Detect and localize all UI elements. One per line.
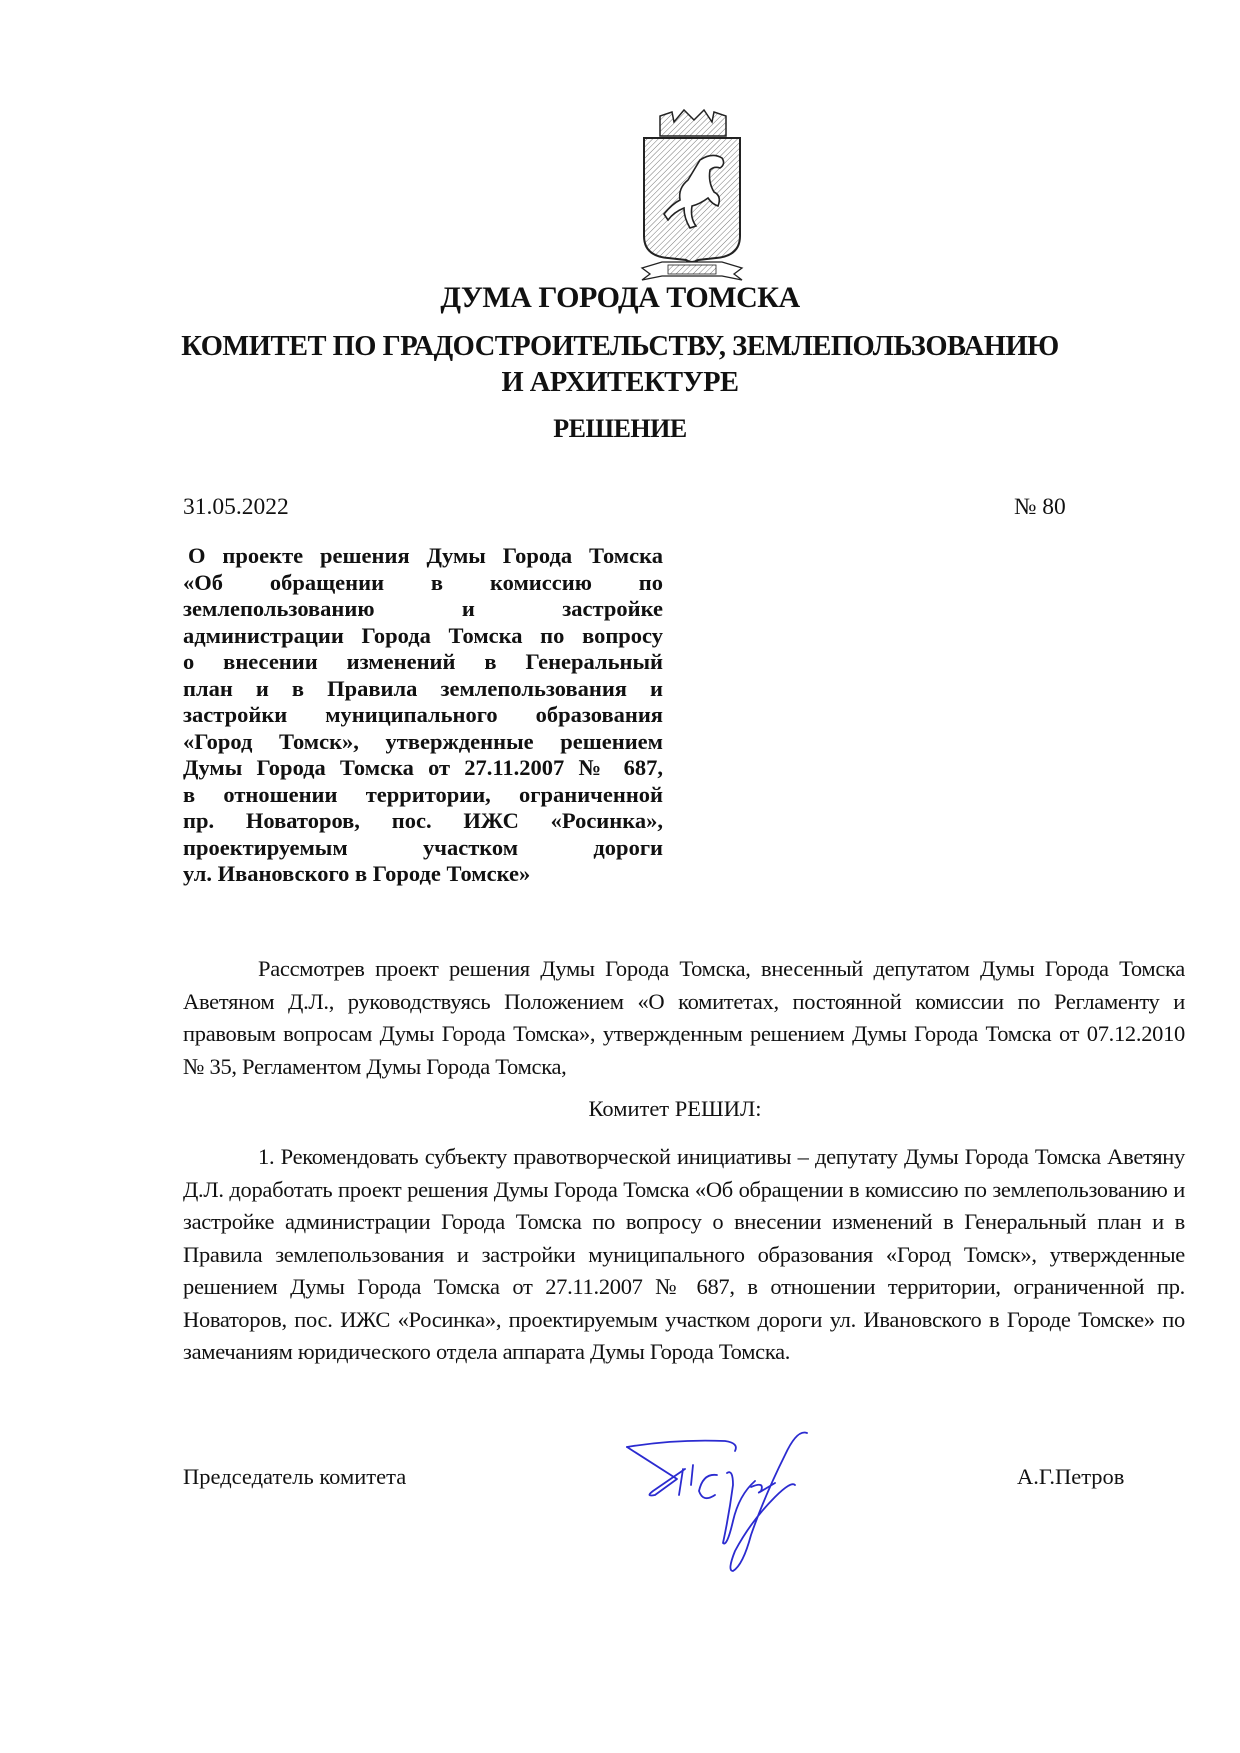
subject-line: план и в Правила землепользования и [183, 675, 663, 701]
resolution-item-1: 1. Рекомендовать субъекту правотворческой инициативы – депутату Думы Города Томска Аветяну Д.Л. доработать проект решения Думы Города Томска «Об обращении в комиссию по землепользованию и застройке администрации Города Томска по вопросу о внесении изменений в Генеральный план и в Правила землепользования и застройки муниципального образования «Город Томск», утвержденные решением Думы Города Томска от 27.11.2007 № 687, в отношении территории, ограниченной пр. Новаторов, пос. ИЖС «Росинка», проектируемым участком дороги ул. Ивановского в Городе Томске» по замечаниям юридического отдела аппарата Думы Города Томска. [183, 1144, 1185, 1364]
tomsk-coat-of-arms-icon [638, 108, 746, 284]
committee-title-line2: И АРХИТЕКТУРЕ [501, 367, 739, 398]
committee-title-line1: КОМИТЕТ ПО ГРАДОСТРОИТЕЛЬСТВУ, ЗЕМЛЕПОЛЬЗОВАНИЮ [181, 331, 1059, 362]
document-type-heading: РЕШЕНИЕ [553, 414, 687, 443]
subject-line: пр. Новаторов, пос. ИЖС «Росинка», [183, 808, 663, 833]
subject-line: застройки муниципального образования [183, 702, 663, 727]
document-number: № 80 [1014, 494, 1066, 520]
document-date: 31.05.2022 [183, 494, 289, 520]
organization-title: ДУМА ГОРОДА ТОМСКА [440, 281, 800, 314]
signatory-position: Председатель комитета [183, 1464, 407, 1489]
decision-subject [183, 543, 663, 888]
subject-line: проектируемым участком дороги [183, 834, 663, 860]
signatory-name: А.Г.Петров [1017, 1464, 1125, 1489]
subject-line: О проекте решения Думы Города Томска [188, 543, 663, 568]
committee-title [0, 329, 1240, 401]
resolved-heading: Комитет РЕШИЛ: [588, 1096, 762, 1121]
subject-line: «Город Томск», утвержденные решением [183, 728, 663, 754]
subject-line: в отношении территории, ограниченной [183, 781, 663, 807]
handwritten-signature-icon [615, 1425, 815, 1575]
subject-line: Думы Города Томска от 27.11.2007 № 687, [183, 755, 663, 780]
subject-line: ул. Ивановского в Городе Томске» [183, 861, 531, 886]
subject-line: администрации Города Томска по вопросу [183, 622, 663, 648]
subject-line: «Об обращении в комиссию по [183, 569, 663, 595]
subject-line: землепользованию и застройке [183, 596, 663, 621]
subject-line: о внесении изменений в Генеральный [183, 649, 663, 674]
preamble-paragraph: Рассмотрев проект решения Думы Города Томска, внесенный депутатом Думы Города Томска Аветяном Д.Л., руководствуясь Положением «О комитетах, постоянной комиссии по Регламенту и правовым вопросам Думы Города Томска», утвержденным решением Думы Города Томска от 07.12.2010 № 35, Регламентом Думы Города Томска, [183, 956, 1185, 1079]
